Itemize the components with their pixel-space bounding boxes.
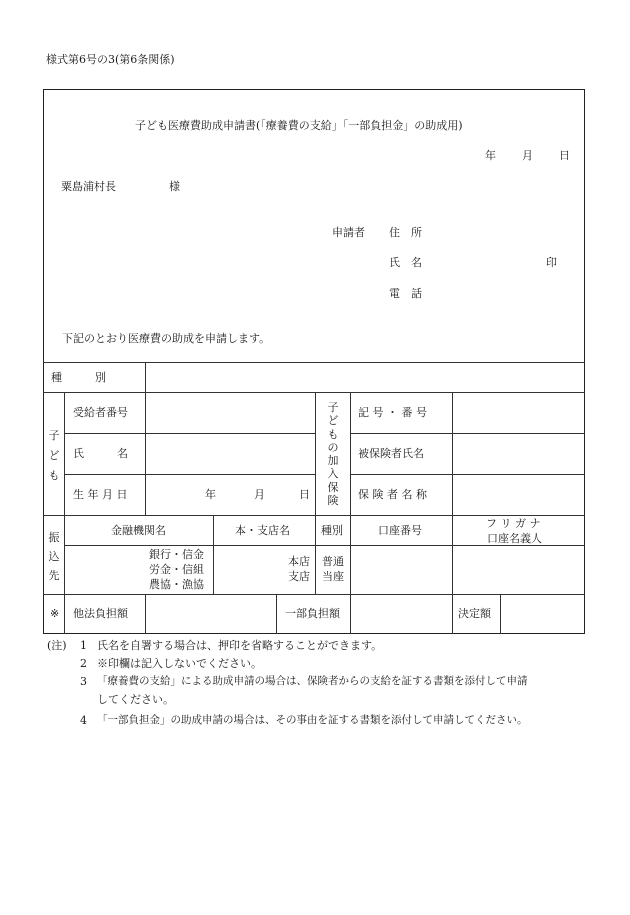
notes-label: (注) — [47, 639, 67, 652]
date-year-label: 年 — [485, 149, 496, 162]
vline-bank-end — [213, 515, 214, 594]
note-3-text-continued: してください。 — [97, 693, 174, 706]
note-4-number: 4 — [80, 714, 87, 727]
vline-partial-end — [350, 594, 351, 634]
row-line-2 — [43, 515, 585, 516]
note-2-text: ※印欄は記入しないでください。 — [97, 657, 262, 670]
child-group-label: 子 ど も — [48, 429, 60, 482]
decided-amount-label: 決定額 — [458, 607, 491, 620]
recipient-number-label: 受給者番号 — [73, 406, 128, 419]
table-top-line — [43, 362, 585, 363]
vline-branch-end — [315, 515, 316, 594]
date-month-label: 月 — [522, 149, 533, 162]
bank-type-2: 労金・信組 — [149, 563, 204, 576]
account-type-ordinary: 普通 — [322, 555, 344, 568]
office-use-mark: ※ — [50, 607, 60, 620]
bank-name-header: 金融機関名 — [111, 524, 166, 537]
note-2-number: 2 — [80, 657, 87, 670]
vline-child-end — [315, 392, 316, 515]
account-type-current: 当座 — [322, 570, 344, 583]
form-title: 子ども医療費助成申請書(「療養費の支給」「一部負担金」の助成用) — [135, 119, 463, 132]
account-holder-header: 口座名義人 — [487, 532, 542, 545]
note-4-text: 「一部負担金」の助成申請の場合は、その事由を証する書類を添付して申請してください。 — [97, 714, 528, 726]
addressee-honorific: 様 — [169, 180, 180, 193]
birth-year-label: 年 — [205, 488, 216, 501]
birth-date-label: 生 年 月 日 — [73, 488, 128, 501]
birth-day-label: 日 — [299, 488, 310, 501]
account-type-header: 種別 — [321, 524, 343, 537]
other-burden-label: 他法負担額 — [73, 607, 128, 620]
insurer-name-label: 保 険 者 名 称 — [358, 488, 427, 501]
applicant-address-label: 住 所 — [389, 226, 422, 239]
branch-type-main: 本店 — [288, 555, 310, 568]
note-1-text: 氏名を自署する場合は、押印を省略することができます。 — [97, 639, 383, 652]
row-line-child-1 — [64, 433, 315, 434]
branch-name-header: 本・支店名 — [235, 524, 290, 537]
symbol-number-label: 記 号 ・ 番 号 — [358, 406, 427, 419]
vline-partial-start — [276, 594, 277, 634]
insurance-group-label: 子 ど も の 加 入 保 険 — [327, 401, 339, 508]
row-line-ins-2 — [350, 474, 585, 475]
statement-text: 下記のとおり医療費の助成を申請します。 — [62, 332, 271, 345]
row-line-3 — [43, 594, 585, 595]
type-label: 種 別 — [51, 371, 106, 384]
furigana-header: フ リ ガ ナ — [486, 517, 541, 530]
account-number-header: 口座番号 — [378, 524, 422, 537]
bank-type-1: 銀行・信金 — [149, 548, 204, 561]
vline-transfer-group — [64, 515, 65, 594]
applicant-label: 申請者 — [332, 226, 365, 239]
vline-ins-group — [350, 392, 351, 515]
date-day-label: 日 — [559, 149, 570, 162]
applicant-phone-label: 電 話 — [389, 287, 422, 300]
child-name-label: 氏 名 — [73, 447, 128, 460]
birth-month-label: 月 — [254, 488, 265, 501]
note-3-text: 「療養費の支給」による助成申請の場合は、保険者からの支給を証する書類を添付して申請 — [97, 675, 528, 687]
vline-child-group — [64, 392, 65, 515]
note-3-number: 3 — [80, 675, 87, 688]
row-line-ins-1 — [350, 433, 585, 434]
vline-decided-start — [452, 594, 453, 634]
addressee-name: 粟島浦村長 — [61, 180, 116, 193]
row-line-child-2 — [64, 474, 315, 475]
note-1-number: 1 — [80, 639, 87, 652]
vline-account-end — [452, 515, 453, 594]
vline-office-mark — [64, 594, 65, 634]
transfer-group-label: 振 込 先 — [48, 531, 60, 582]
seal-mark: 印 — [546, 256, 557, 269]
partial-burden-label: 一部負担額 — [285, 607, 340, 620]
form-number: 様式第6号の3(第6条関係) — [46, 53, 175, 66]
vline-ins-label — [452, 392, 453, 515]
bank-type-3: 農協・漁協 — [149, 578, 204, 591]
row-line-bank — [64, 545, 585, 546]
vline-type-end — [350, 515, 351, 594]
vline-other-burden — [145, 594, 146, 634]
vline-decided-end — [500, 594, 501, 634]
row-line-1 — [43, 392, 585, 393]
vline-type — [145, 362, 146, 392]
vline-child-label — [145, 392, 146, 515]
branch-type-sub: 支店 — [288, 570, 310, 583]
insured-name-label: 被保険者氏名 — [358, 447, 424, 460]
applicant-name-label: 氏 名 — [389, 256, 422, 269]
